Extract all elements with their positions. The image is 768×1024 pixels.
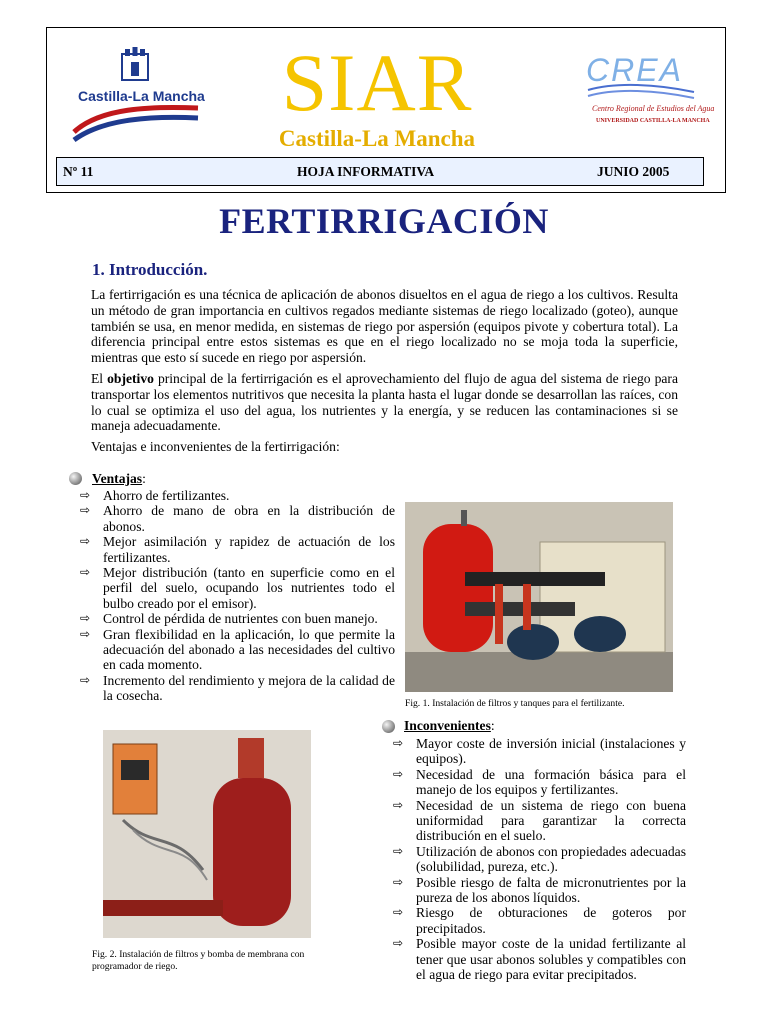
inconveniente-item (386, 798, 686, 844)
intro-paragraph: La fertirrigación es una técnica de aplicación de abonos disueltos en el agua de riego a los cultivos. Resulta un método de gran importancia en cultivos regados mediante sistemas de riego localizado (goteo), aunque también se usa, en menor medida, en sistemas de riego por aspersión (equipos pivote y cobertura total). La diferencia principal entre estos sistemas es que en el riego localizado no se moja toda la superficie, mientras que esto sí sucede en riego por aspersión. (91, 287, 678, 366)
arrow-bullet-icon: ⇨ (80, 503, 91, 518)
arrow-bullet-icon: ⇨ (80, 565, 91, 580)
inconveniente-item (386, 905, 686, 936)
ventaja-item (73, 565, 395, 611)
crea-logo (586, 48, 715, 136)
site-title: SIAR (281, 37, 473, 128)
crea-logo-subtitle: Centro Regional de Estudios del Agua (592, 104, 715, 113)
ventaja-item-text: Mejor distribución (tanto en superficie como en el perfil del suelo, ocupando los nutrientes todo el bulbo creado por el emisor). (103, 565, 395, 611)
crea-logo-university: UNIVERSIDAD CASTILLA-LA MANCHA (596, 118, 710, 124)
arrow-bullet-icon: ⇨ (80, 534, 91, 549)
issue-number: Nº 11 (63, 164, 94, 179)
inconveniente-item-text: Necesidad de un sistema de riego con buena uniformidad para garantizar la correcta distribución en el suelo. (416, 797, 686, 844)
ventaja-item (73, 534, 395, 565)
fig1-caption: Fig. 1. Instalación de filtros y tanques para el fertilizante. (405, 698, 625, 709)
inconveniente-item-text: Posible riesgo de falta de micronutrientes por la pureza de los abonos líquidos. (416, 874, 686, 906)
section-heading: 1. Introducción. (92, 260, 208, 279)
ventaja-item-text: Control de pérdida de nutrientes con buen manejo. (103, 611, 378, 627)
crea-logo-text: CREA (586, 52, 683, 88)
ventaja-item (73, 488, 395, 503)
arrow-bullet-icon: ⇨ (393, 905, 404, 920)
ventajas-heading: Ventajas: (92, 471, 146, 486)
inconvenientes-heading: Inconvenientes: (404, 718, 495, 733)
ventaja-item-text: Ahorro de mano de obra en la distribución de abonos. (103, 503, 395, 534)
objective-lead: El (91, 371, 108, 386)
inconveniente-item-text: Mayor coste de inversión inicial (instalaciones y equipos). (416, 736, 686, 767)
issue-date: JUNIO 2005 (597, 164, 670, 179)
sphere-bullet-icon (69, 472, 82, 485)
ventaja-item (73, 503, 395, 534)
inconveniente-item-text: Posible mayor coste de la unidad fertilizante al tener que usar abonos solubles y compatibles con el agua de riego para evitar precipitados. (416, 936, 686, 983)
inconveniente-item-text: Riesgo de obturaciones de goteros por precipitados. (416, 905, 686, 936)
ventaja-item-text: Gran flexibilidad en la aplicación, lo que permite la adecuación del abonado a las necesidades del cultivo en cada momento. (103, 626, 395, 673)
arrow-bullet-icon: ⇨ (80, 611, 91, 626)
advantages-intro: Ventajas e inconvenientes de la fertirrigación: (91, 439, 340, 454)
inconveniente-item (386, 936, 686, 982)
arrow-bullet-icon: ⇨ (393, 843, 404, 858)
inconvenientes-list (386, 736, 686, 983)
fig2-caption: Fig. 2. Instalación de filtros y bomba de membrana con programador de riego. (92, 949, 305, 972)
arrow-bullet-icon: ⇨ (80, 626, 91, 641)
fig1-photo (405, 502, 673, 692)
ventaja-item-text: Incremento del rendimiento y mejora de la calidad de la cosecha. (103, 672, 395, 704)
inconveniente-item-text: Necesidad de una formación básica para el manejo de los equipos y fertilizantes. (416, 766, 686, 798)
sheet-type: HOJA INFORMATIVA (297, 164, 435, 179)
inconveniente-item (386, 844, 686, 875)
objective-bold: objetivo (107, 371, 154, 386)
ventajas-list (73, 488, 395, 704)
arrow-bullet-icon: ⇨ (393, 936, 404, 951)
sphere-bullet-icon (382, 720, 395, 733)
ventaja-item (73, 611, 395, 626)
ventaja-item (73, 627, 395, 673)
arrow-bullet-icon: ⇨ (80, 488, 91, 502)
inconveniente-item (386, 736, 686, 767)
arrow-bullet-icon: ⇨ (393, 766, 404, 781)
arrow-bullet-icon: ⇨ (393, 736, 404, 750)
arrow-bullet-icon: ⇨ (80, 672, 91, 687)
inconveniente-item (386, 875, 686, 906)
ventaja-item (73, 673, 395, 704)
info-bar (56, 157, 704, 186)
logo-label: Castilla-La Mancha (78, 88, 205, 104)
fig2-photo (103, 730, 311, 938)
arrow-bullet-icon: ⇨ (393, 797, 404, 812)
inconveniente-item (386, 767, 686, 798)
page-title: FERTIRRIGACIÓN (219, 201, 549, 241)
castilla-la-mancha-logo (70, 46, 205, 144)
ventaja-item-text: Mejor asimilación y rapidez de actuación de los fertilizantes. (103, 534, 395, 565)
arrow-bullet-icon: ⇨ (393, 874, 404, 889)
site-subtitle: Castilla-La Mancha (278, 126, 476, 151)
ventaja-item-text: Ahorro de fertilizantes. (103, 488, 230, 503)
objective-paragraph (91, 371, 678, 434)
inconveniente-item-text: Utilización de abonos con propiedades adecuadas (solubilidad, pureza, etc.). (416, 843, 686, 875)
objective-rest: principal de la fertirrigación es el aprovechamiento del flujo de agua del sistema de riego para transportar los elementos nutritivos que necesita la planta hasta el lugar donde se desarrollan las raíces, con lo cual se optimiza el uso del agua, los nutrientes y la energía, y se reducen las contaminaciones si se maneja adecuadamente. (91, 371, 678, 434)
